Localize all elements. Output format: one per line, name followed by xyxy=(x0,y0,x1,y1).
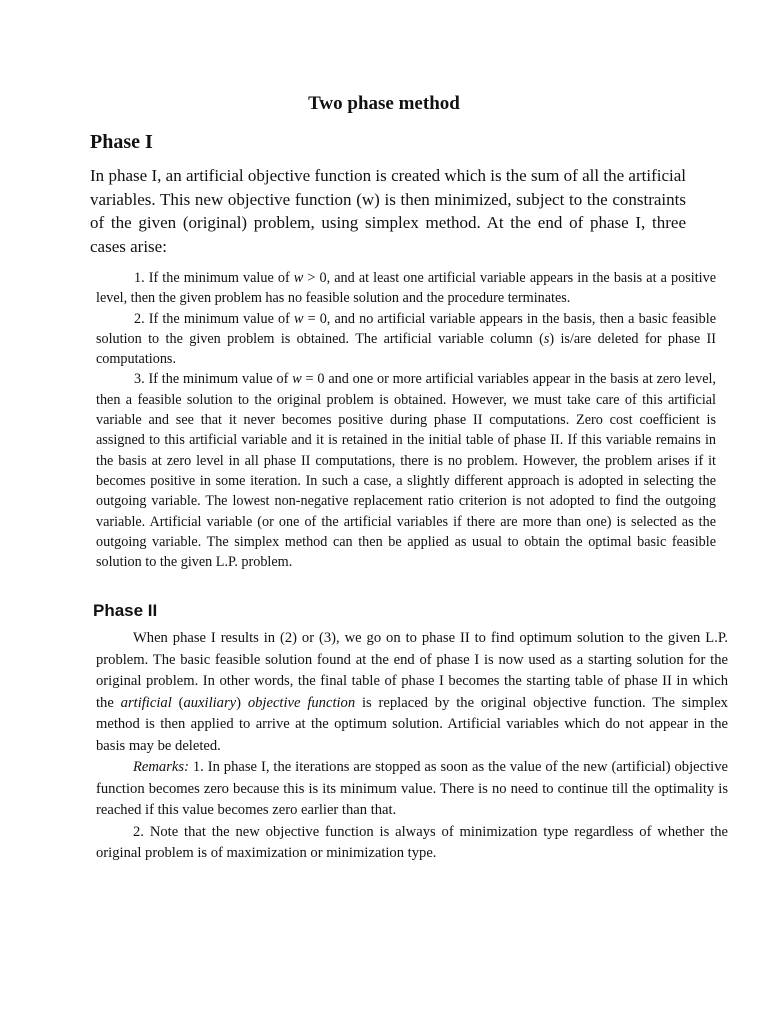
phase2-heading: Phase II xyxy=(93,601,158,620)
phase2-p1-paren-close: ) xyxy=(236,694,248,711)
remarks-label: Remarks: xyxy=(133,759,189,775)
remarks-paragraph xyxy=(96,757,728,822)
case-2-text-b: = 0, and no artificial variable appears in the basis, then a basic feasible solution to the given problem is obtained. The artificial variable column ( xyxy=(96,310,716,347)
case-1 xyxy=(96,268,716,309)
phase1-intro xyxy=(90,164,686,258)
note-2-paragraph: 2. Note that the new objective function is always of minimization type regardless of whether the original problem is of maximization or minimization type. xyxy=(96,823,728,861)
phase2-p1-italic-artificial: artificial xyxy=(120,694,172,711)
remarks-text: 1. In phase I, the iterations are stopped as soon as the value of the new (artificial) objective function becomes zero because this is its minimum value. There is no need to continue till the optimality is reached if this value becomes zero earlier than that. xyxy=(96,759,728,818)
phase2-p1-italic-auxiliary: auxiliary xyxy=(183,694,237,711)
case-2-var: w xyxy=(293,310,304,327)
phase1-heading: Phase I xyxy=(90,131,153,153)
case-2-var2: s xyxy=(543,330,550,347)
case-3-text-b: = 0 and one or more artificial variables appear in the basis at zero level, then a feasible solution to the original problem is obtained. However, we must take care of this artificial variable and see that it never becomes positive during phase II computations. Zero cost coefficient is assigned to this artificial variable and it is retained in the initial table of phase II. If this variable remains in the basis at zero level in all phase II computations, there is no problem. However, the problem arises if it becomes positive in some iteration. In such a case, a slightly different approach is adopted in selecting the outgoing variable. The lowest non-negative replacement ratio criterion is not adopted to find the outgoing variable. Artificial variable (or one of the artificial variables if there are more than one) is selected as the outgoing variable. The simplex method can then be applied as usual to obtain the optimal basic feasible solution to the given L.P. problem. xyxy=(96,371,716,571)
case-1-var: w xyxy=(293,270,304,286)
case-1-text-b: > 0, and at least one artificial variable appears in the basis at a positive level, then the given problem has no feasible solution and the procedure terminates. xyxy=(96,270,716,307)
case-2 xyxy=(96,309,716,370)
document-title: Two phase method xyxy=(308,93,460,114)
phase2-p1-text-a: When phase I results in (2) or (3), we go on to phase II to find optimum solution to the given L.P. problem. The basic feasible solution found at the end of phase I is now used as a starting solution for the original problem. In other words, the final table of phase I becomes the starting table of phase II in which the xyxy=(96,630,728,711)
phase2-p1-italic-objective: objective function xyxy=(247,694,356,711)
phase2-p1-paren-open: ( xyxy=(171,694,184,711)
case-3-text-a: 3. If the minimum value of xyxy=(134,371,293,388)
phase1-cases xyxy=(96,268,716,572)
case-1-text-a: 1. If the minimum value of xyxy=(134,270,294,286)
case-2-text-a: 2. If the minimum value of xyxy=(134,310,294,327)
phase1-intro-paragraph: In phase I, an artificial objective function is created which is the sum of all the artificial variables. This new objective function (w) is then minimized, subject to the constraints of the given (original) problem, using simplex method. At the end of phase I, three cases arise: xyxy=(90,166,686,256)
phase2-body xyxy=(96,628,728,865)
case-2-text-c: ) is/are deleted for phase II computations. xyxy=(96,330,716,368)
case-3 xyxy=(96,369,716,572)
phase2-p1-text-b: is replaced by the original objective function. The simplex method is then applied to arrive at the optimum solution. Artificial variables which do not appear in the basis may be deleted. xyxy=(96,694,728,754)
phase2-paragraph-1 xyxy=(96,628,728,757)
case-3-var: w xyxy=(292,371,302,388)
